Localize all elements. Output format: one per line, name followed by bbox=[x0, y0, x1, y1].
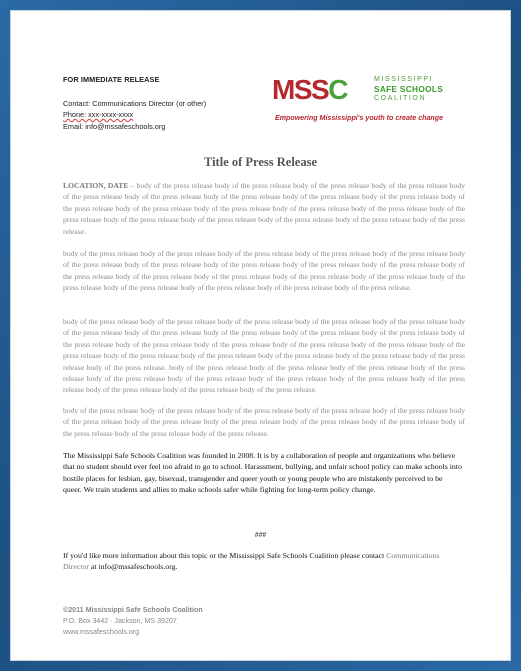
document-page bbox=[10, 10, 511, 661]
body-paragraph-3: body of the press release body of the press release body of the press release body of the press release body of the press release body of the press release body of the press release body of the press release body of the press release body of the press release body of the press release body of the press release body of the press release body of the press release body of the press release body of the press release body of the press release body of the press release body of the press release body of the press release body of the press release body of the press release. body of the press release body of the press release body of the press release body of the press release body of the press release body of the press release body of the press release body of the press release body of the press release body of the press release body of the press release body of the press release. bbox=[63, 317, 465, 395]
release-header bbox=[63, 74, 206, 132]
contact-paragraph: If you'd like more information about this topic or the Mississippi Safe Schools Coalition please contact Communications Director at info@mssafeschools.org. bbox=[63, 551, 440, 572]
body-paragraph-4: body of the press release body of the press release body of the press release body of the press release body of the press release body of the press release body of the press release body of the press release body of the press release body of the press release body of the press release body of the press release body of the press release. bbox=[63, 406, 465, 438]
footer-copyright: ©2011 Mississippi Safe Schools Coalition bbox=[63, 606, 203, 614]
logo-mark: MSSC bbox=[272, 74, 347, 105]
mssc-logo bbox=[272, 69, 472, 129]
email-line: Email: info@mssafeschools.org bbox=[63, 121, 166, 131]
end-separator: ### bbox=[254, 530, 267, 539]
phone-line: Phone: xxx-xxxx-xxxx bbox=[63, 110, 134, 119]
footer-website: www.mssafeschools.org bbox=[63, 627, 140, 636]
press-release-title: Title of Press Release bbox=[203, 155, 318, 169]
footer bbox=[63, 605, 203, 637]
about-paragraph: The Mississippi Safe Schools Coalition was founded in 2008. It is by a collaboration of people and organizations who believe that no student should ever feel too afraid to go to school. Harassment, bullying, and unfair school policy can make schools into hostile places for lesbian, gay, bisexual, transgender and queer youth or young people who are mistakenly perceived to be queer. We train students and allies to make schools safer while fighting for long-term policy change. bbox=[63, 451, 462, 495]
footer-address: P.O. Box 3442 · Jackson, MS 39207 bbox=[63, 616, 177, 625]
contact-director-link: Communications Director bbox=[63, 551, 440, 572]
body-paragraph-1: LOCATION, DATE – body of the press release body of the press release body of the press release body of the press release body of the press release body of the press release body of the press release body of the press release body of the press release body of the press release body of the press release body of the press release body of the press release body of the press release body of the press release body of the press release body of the press release body of the press release body of the press release body of the press release. bbox=[63, 181, 465, 236]
location-date: LOCATION, DATE bbox=[63, 181, 129, 190]
logo-tagline: Empowering Mississippi's youth to create change bbox=[275, 114, 444, 122]
release-label: FOR IMMEDIATE RELEASE bbox=[63, 75, 160, 84]
logo-org-name: MISSISSIPPI SAFE SCHOOLS COALITION bbox=[374, 76, 444, 102]
contact-line: Contact: Communications Director (or other) bbox=[63, 98, 207, 108]
body-paragraph-2: body of the press release body of the press release body of the press release body of the press release body of the press release body of the press release body of the press release body of the press release body of the press release body of the press release body of the press release body of the press release body of the press release body of the press release body of the press release body of the press release body of the press release body of the press release body of the press release body of the press release. bbox=[63, 249, 465, 293]
